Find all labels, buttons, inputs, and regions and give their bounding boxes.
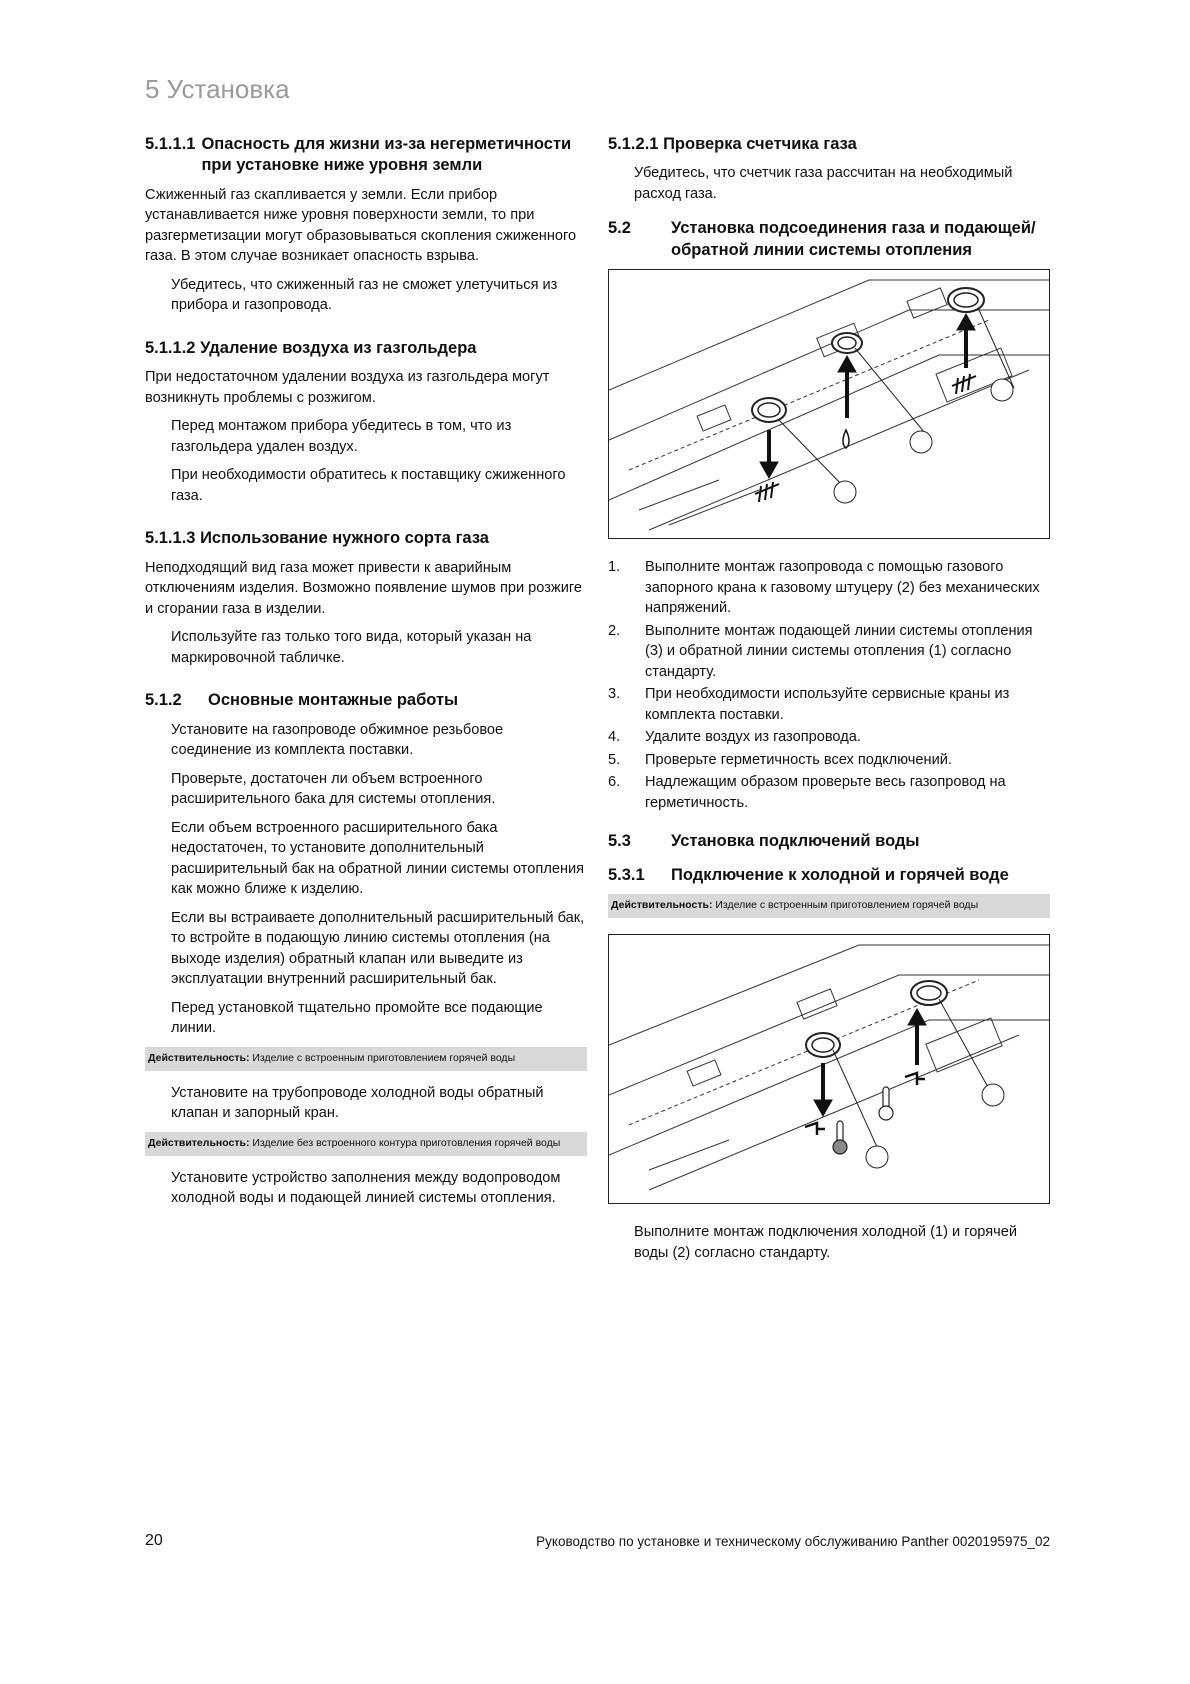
paragraph: Сжиженный газ скапливается у земли. Если прибор устанавливается ниже уровня поверхности земли, то при разгерметизации могут образовываться скопления сжиженного газа. В этом случае возникает опасность взрыва. xyxy=(145,186,577,265)
callout-2 xyxy=(982,1084,1004,1106)
list-item: 2. Выполните монтаж подающей линии системы отопления (3) и обратной линии системы отопления (1) согласно стандарту. xyxy=(608,622,1033,680)
heading-5-3-1: 5.3.1 Подключение к холодной и горячей воде xyxy=(608,865,1009,884)
fitting-right-icon xyxy=(948,288,984,312)
chapter-title: 5 Установка xyxy=(145,74,290,104)
paragraph: Используйте газ только того вида, который указан на маркировочной табличке. xyxy=(171,629,532,666)
gas-heating-diagram-svg xyxy=(609,270,1049,538)
water-diagram-svg xyxy=(609,935,1049,1203)
heading-5-1-1-3: 5.1.1.3 Использование нужного сорта газа xyxy=(145,529,489,548)
list-item: 3. При необходимости используйте сервисные краны из комплекта поставки. xyxy=(608,686,1010,723)
paragraph: Неподходящий вид газа может привести к аварийным отключениям изделия. Возможно появление шумов при розжиге и сгорании газа в изделии. xyxy=(145,559,582,617)
thermometer-icon xyxy=(833,1087,893,1154)
validity-note: Действительность: Изделие без встроенного контура приготовления горячей воды xyxy=(145,1132,587,1156)
list-item: 6. Надлежащим образом проверьте весь газопровод на герметичность. xyxy=(608,774,1006,811)
list-item: 4. Удалите воздух из газопровода. xyxy=(608,729,861,746)
callout-2 xyxy=(910,431,932,453)
page-number: 20 xyxy=(145,1532,163,1549)
radiator-icon xyxy=(755,374,976,502)
flame-icon xyxy=(843,430,849,448)
left-column xyxy=(145,134,587,1217)
right-column xyxy=(608,134,1050,1271)
paragraph: Установите на трубопроводе холодной воды обратный клапан и запорный кран. xyxy=(171,1084,544,1122)
validity-note: Действительность: Изделие с встроенным приготовлением горячей воды xyxy=(608,894,1050,918)
callout-3 xyxy=(991,379,1013,401)
paragraph: При необходимости обратитесь к поставщику сжиженного газа. xyxy=(171,467,566,504)
heading-5-1-1-2: 5.1.1.2 Удаление воздуха из газгольдера xyxy=(145,338,477,357)
paragraph: Установите устройство заполнения между водопроводом холодной воды и подающей линией системы отопления. xyxy=(171,1169,561,1207)
paragraph: Если объем встроенного расширительного бака недостаточен, то установите дополнительный расширительный бак на обратной линии системы отопления как можно ближе к изделию. xyxy=(171,819,585,898)
fitting-left-icon xyxy=(752,398,786,422)
callout-1 xyxy=(834,481,856,503)
heading-5-1-2: 5.1.2 Основные монтажные работы xyxy=(145,691,459,710)
paragraph: Перед установкой тщательно промойте все подающие линии. xyxy=(171,999,543,1037)
heading-5-3: 5.3 Установка подключений воды xyxy=(608,832,920,851)
paragraph: Убедитесь, что счетчик газа рассчитан на необходимый расход газа. xyxy=(634,165,1013,202)
water-connection-figure xyxy=(608,934,1050,1204)
fitting-hot-icon xyxy=(911,981,947,1005)
footer-title: Руководство по установке и техническому обслуживанию Panther 0020195975_02 xyxy=(536,1534,1050,1549)
list-item: 1. Выполните монтаж газопровода с помощью газового запорного крана к газовому штуцеру (2) без механических напряжений. xyxy=(608,559,1040,617)
heading-5-1-1-1: 5.1.1.1 Опасность для жизни из-за негерметичности при установке ниже уровня земли xyxy=(145,135,572,175)
paragraph: Выполните монтаж подключения холодной (1) и горячей воды (2) согласно стандарту. xyxy=(634,1224,1018,1261)
paragraph: Убедитесь, что сжиженный газ не сможет улетучиться из прибора и газопровода. xyxy=(171,276,558,314)
paragraph: Проверьте, достаточен ли объем встроенного расширительного бака для системы отопления. xyxy=(171,770,496,808)
paragraph: Перед монтажом прибора убедитесь в том, что из газгольдера удален воздух. xyxy=(171,418,512,455)
paragraph: При недостаточном удалении воздуха из газгольдера могут возникнуть проблемы с розжигом. xyxy=(145,369,550,406)
heading-5-2: 5.2 Установка подсоединения газа и подающей/обратной линии системы отопления xyxy=(608,219,1036,259)
fitting-middle-icon xyxy=(832,333,862,353)
validity-note: Действительность: Изделие с встроенным приготовлением горячей воды xyxy=(145,1047,587,1071)
paragraph: Если вы встраиваете дополнительный расширительный бак, то встройте в подающую линию системы отопления (на выходе изделия) обратный клапан или выведите из эксплуатации внутренний расширительный бак. xyxy=(171,909,585,988)
heading-5-1-2-1: 5.1.2.1 Проверка счетчика газа xyxy=(608,135,857,153)
gas-heating-connection-figure xyxy=(608,269,1050,539)
list-item: 5. Проверьте герметичность всех подключений. xyxy=(608,751,952,768)
paragraph: Установите на газопроводе обжимное резьбовое соединение из комплекта поставки. xyxy=(171,721,504,759)
steps-list xyxy=(608,557,1050,813)
callout-1 xyxy=(866,1146,888,1168)
